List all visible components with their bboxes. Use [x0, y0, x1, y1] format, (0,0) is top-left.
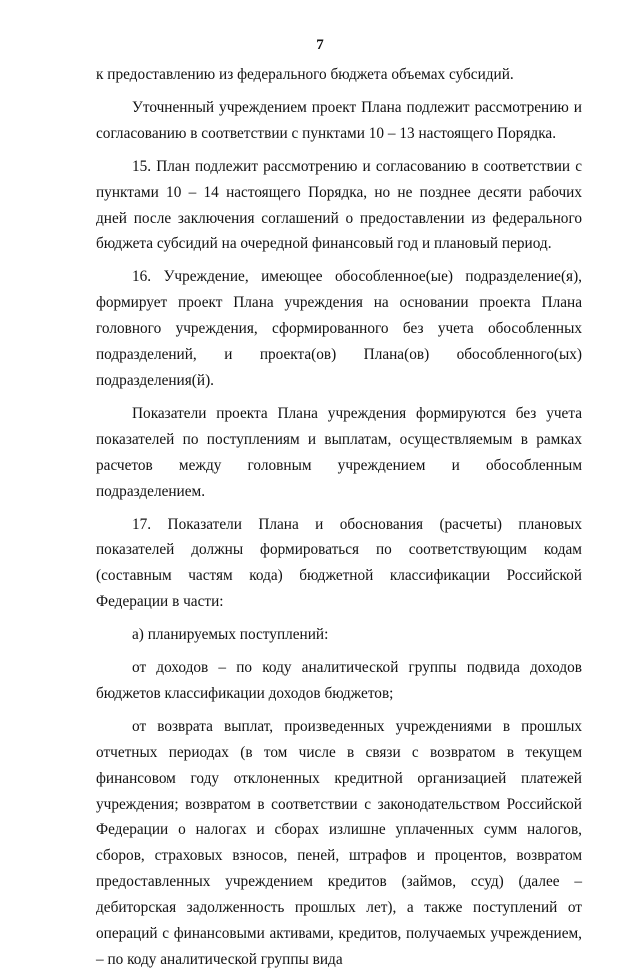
- page-number: 7: [316, 37, 324, 53]
- paragraph-revised-draft: Уточненный учреждением проект Плана подлежит рассмотрению и согласованию в соответствии с пунктами 10 – 13 настоящего Порядка.: [96, 98, 582, 142]
- paragraph-subitem-a: а) планируемых поступлений:: [132, 626, 329, 644]
- paragraph-refunds: от возврата выплат, произведенных учреждениями в прошлых отчетных периодах (в том числе в связи с возвратом в текущем финансовом году отклоненных кредитной организацией платежей учреждения; возвратом в соответствии с законодательством Российской Федерации о налогах и сборах излишне уплаченных сумм налогов, сборов, страховых взносов, пеней, штрафов и процентов, возвратом предоставленных учреждением кредитов (займов, ссуд) (далее – дебиторская задолженность прошлых лет), а также поступлений от операций с финансовыми активами, кредитов, получаемых учреждением, – по коду аналитической группы вида: [96, 717, 582, 968]
- paragraph-income: от доходов – по коду аналитической группы подвида доходов бюджетов классификации доходов бюджетов;: [96, 659, 582, 702]
- paragraph-continuation: к предоставлению из федерального бюджета объемах субсидий.: [96, 66, 514, 83]
- paragraph-indicators: Показатели проекта Плана учреждения формируются без учета показателей по поступлениям и выплатам, осуществляемым в рамках расчетов между головным учреждением и обособленным подразделением.: [96, 404, 582, 500]
- document-body: [96, 62, 582, 973]
- paragraph-item-17: 17. Показатели Плана и обоснования (расчеты) плановых показателей должны формироваться по соответствующим кодам (составным частям кода) бюджетной классификации Российской Федерации в части:: [96, 515, 582, 611]
- paragraph-item-16: 16. Учреждение, имеющее обособленное(ые) подразделение(я), формирует проект Плана учреждения на основании проекта Плана головного учреждения, сформированного без учета обособленных подразделений, и проекта(ов) Плана(ов) обособленного(ых) подразделения(й).: [96, 268, 582, 389]
- paragraph-item-15: 15. План подлежит рассмотрению и согласованию в соответствии с пунктами 10 – 14 настоящего Порядка, но не позднее десяти рабочих дней после заключения соглашений о предоставлении из федерального бюджета субсидий на очередной финансовый год и плановый период.: [96, 157, 582, 253]
